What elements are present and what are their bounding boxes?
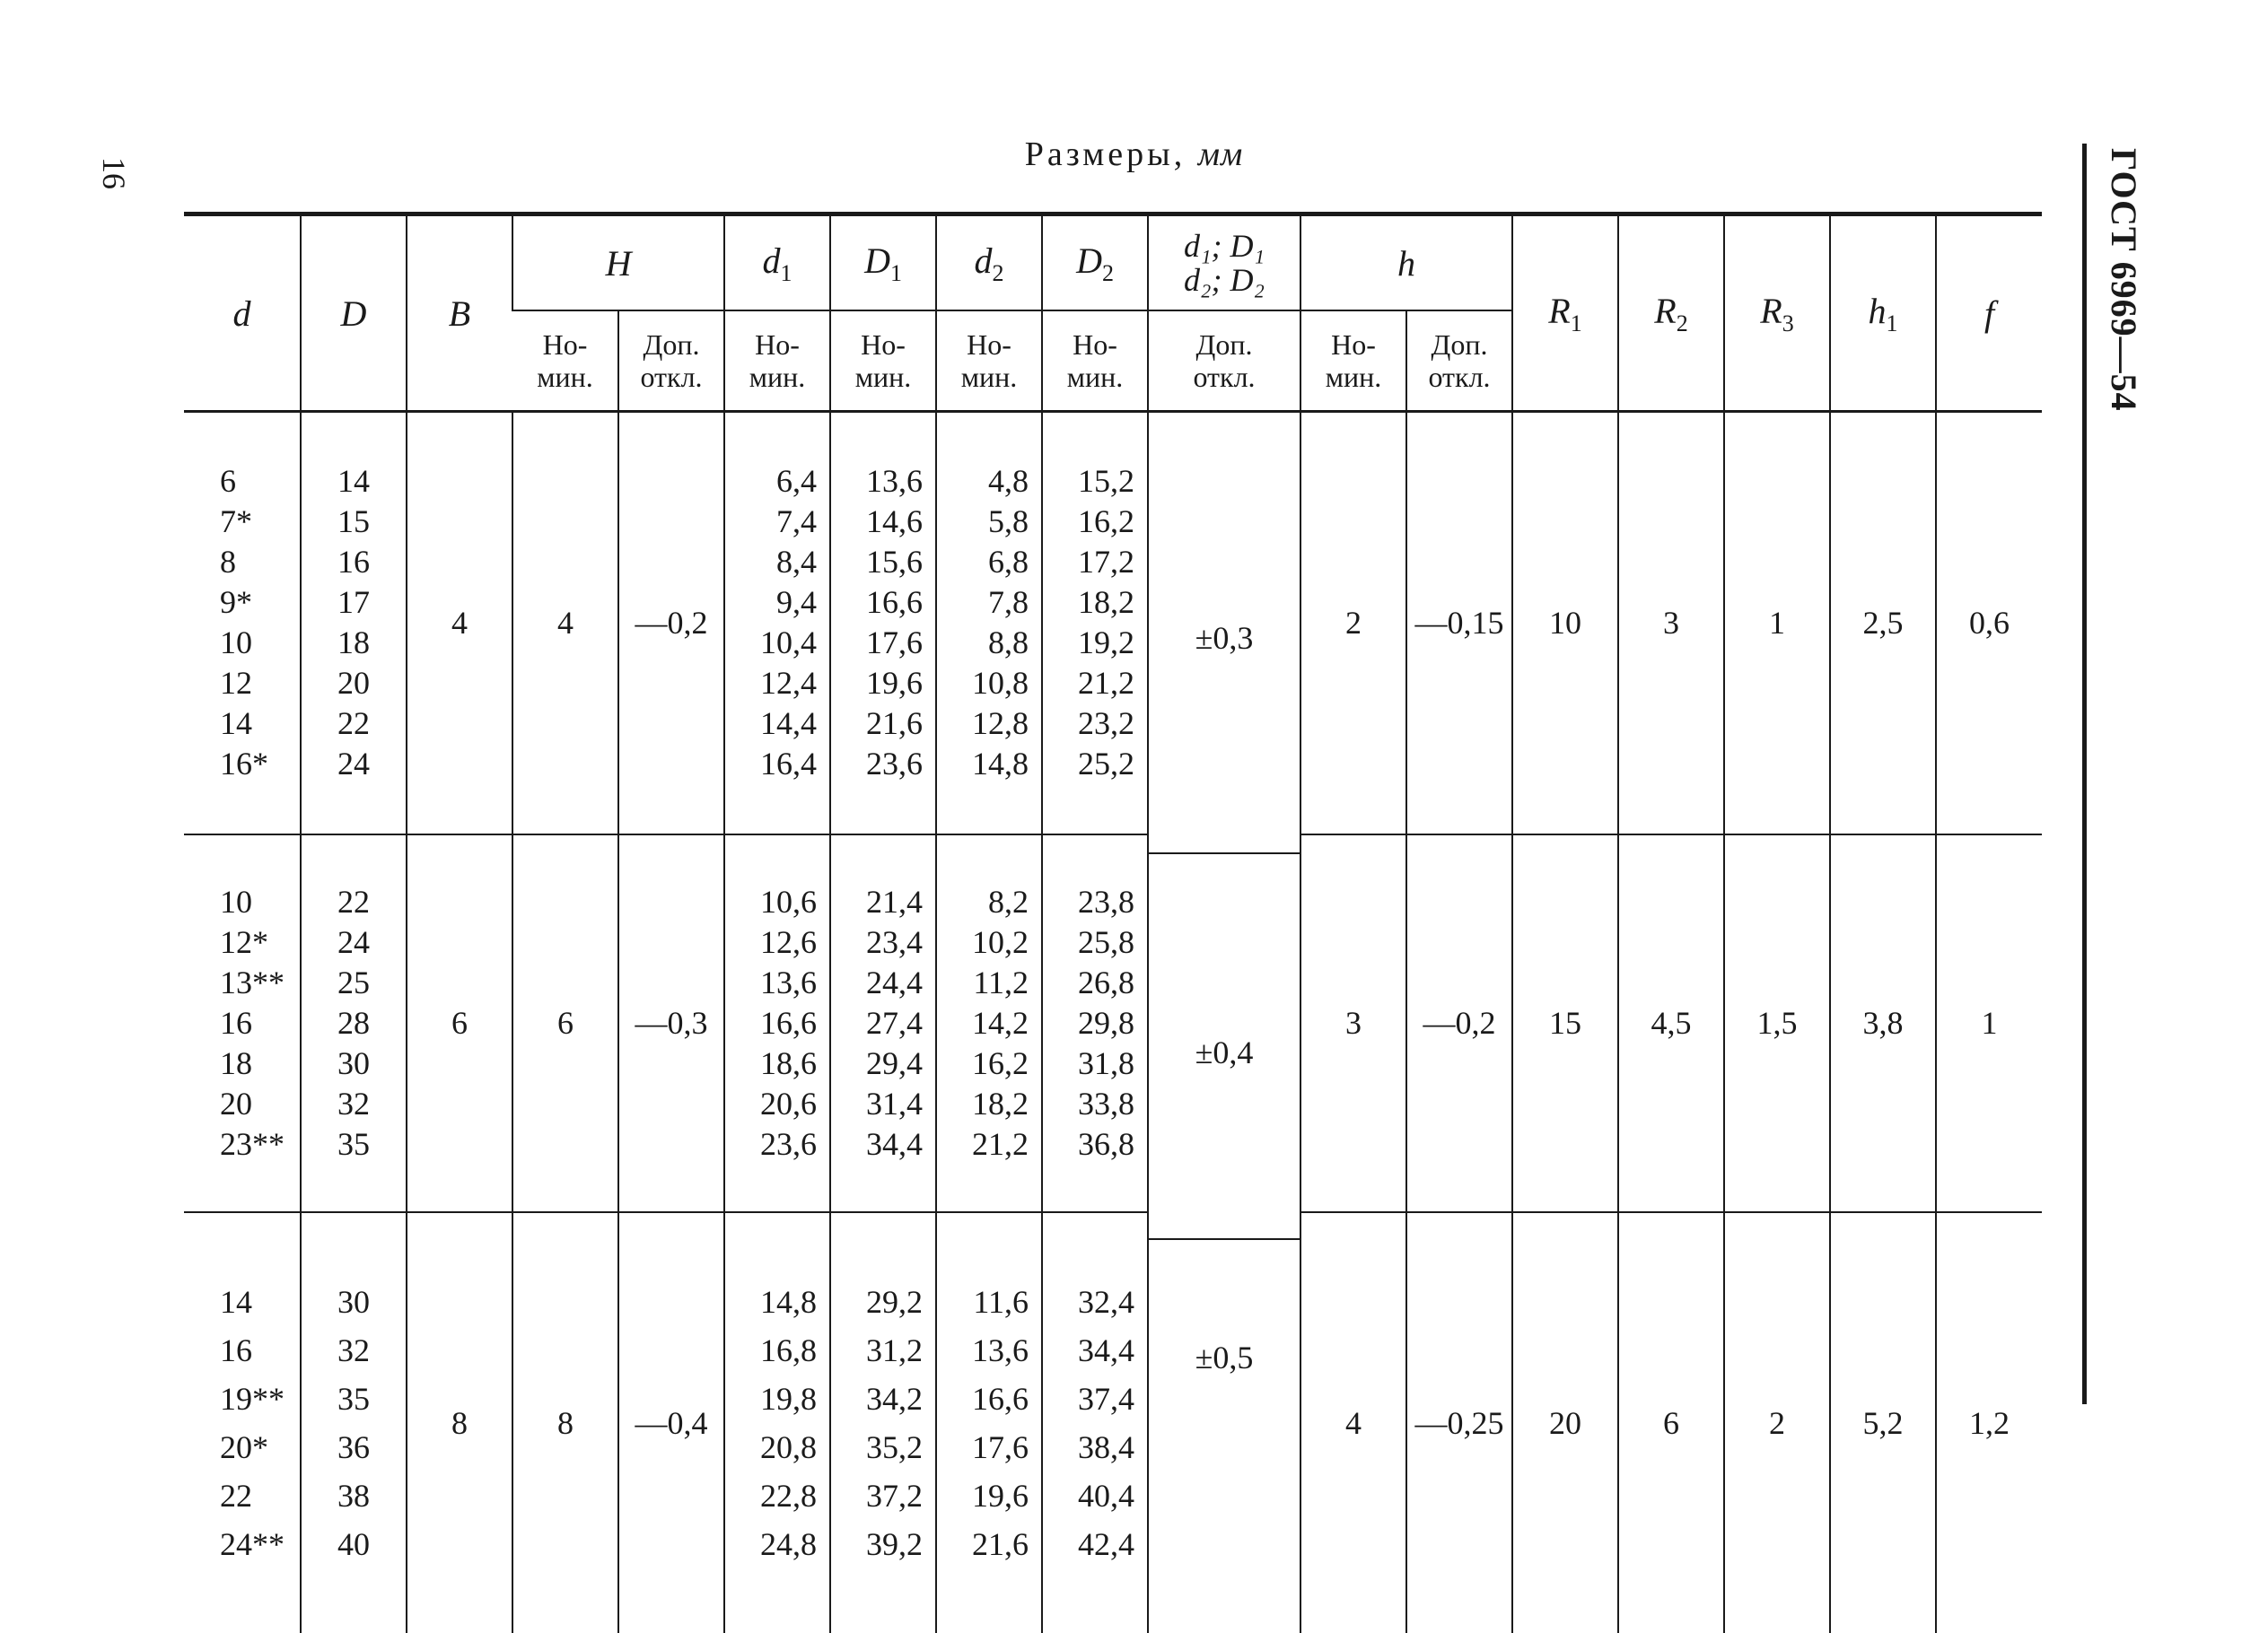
header-h-deviation: Доп. откл. — [1406, 310, 1512, 412]
value-D: 25 — [302, 963, 406, 1003]
value-d2: 21,6 — [937, 1520, 1029, 1568]
cell-h1: 2,5 — [1830, 412, 1936, 834]
value-d2: 16,6 — [937, 1375, 1029, 1423]
value-D1: 27,4 — [831, 1003, 923, 1044]
cell-R3: 1,5 — [1724, 834, 1830, 1212]
value-d1: 19,8 — [725, 1375, 817, 1423]
value-d1: 24,8 — [725, 1520, 817, 1568]
tolerance-value: ±0,4 — [1195, 1035, 1254, 1070]
value-D1: 37,2 — [831, 1471, 923, 1520]
value-D2: 19,2 — [1043, 623, 1134, 663]
cell-D1 — [830, 412, 936, 834]
tolerance-value: ±0,5 — [1195, 1340, 1254, 1375]
header-H: H — [512, 214, 724, 311]
value-d1: 8,4 — [725, 542, 817, 582]
cell-d1 — [724, 1212, 830, 1633]
value-D: 32 — [302, 1326, 406, 1375]
value-D: 32 — [302, 1084, 406, 1124]
value-D: 14 — [302, 461, 406, 502]
value-D1: 34,2 — [831, 1375, 923, 1423]
value-D2: 31,8 — [1043, 1044, 1134, 1084]
value-d2: 10,8 — [937, 663, 1029, 703]
value-D1: 24,4 — [831, 963, 923, 1003]
value-d: 12 — [220, 663, 300, 703]
caption-unit: мм — [1198, 135, 1244, 173]
value-d1: 14,4 — [725, 703, 817, 744]
value-D1: 17,6 — [831, 623, 923, 663]
value-d1: 16,8 — [725, 1326, 817, 1375]
value-D: 18 — [302, 623, 406, 663]
value-D2: 23,8 — [1043, 882, 1134, 922]
cell-d — [184, 1212, 301, 1633]
table-header — [184, 214, 2042, 412]
value-d: 10 — [220, 882, 300, 922]
value-D1: 16,6 — [831, 582, 923, 623]
value-D2: 21,2 — [1043, 663, 1134, 703]
value-d2: 19,6 — [937, 1471, 1029, 1520]
value-D1: 39,2 — [831, 1520, 923, 1568]
value-d: 16* — [220, 744, 300, 784]
value-D1: 34,4 — [831, 1124, 923, 1165]
cell-H_dev: —0,4 — [618, 1212, 724, 1633]
cell-H_nom: 8 — [512, 1212, 618, 1633]
value-D1: 15,6 — [831, 542, 923, 582]
header-d1: $d_1$ — [724, 214, 830, 311]
value-D2: 34,4 — [1043, 1326, 1134, 1375]
value-d: 7* — [220, 502, 300, 542]
header-D1: $D_1$ — [830, 214, 936, 311]
value-d2: 8,8 — [937, 623, 1029, 663]
value-D: 16 — [302, 542, 406, 582]
header-h-nominal: Но- мин. — [1300, 310, 1406, 412]
value-d2: 11,6 — [937, 1278, 1029, 1326]
cell-D1 — [830, 834, 936, 1212]
header-H-deviation: Доп. откл. — [618, 310, 724, 412]
value-d2: 10,2 — [937, 922, 1029, 963]
cell-tolerances — [1148, 412, 1300, 1633]
cell-h_dev: —0,25 — [1406, 1212, 1512, 1633]
cell-f: 1 — [1936, 834, 2042, 1212]
value-D2: 33,8 — [1043, 1084, 1134, 1124]
cell-h1: 5,2 — [1830, 1212, 1936, 1633]
value-d2: 11,2 — [937, 963, 1029, 1003]
standard-label: ГОСТ 6969—54 — [2103, 148, 2145, 412]
value-d1: 10,4 — [725, 623, 817, 663]
value-d: 9* — [220, 582, 300, 623]
value-D: 20 — [302, 663, 406, 703]
value-d2: 16,2 — [937, 1044, 1029, 1084]
cell-h_nom: 3 — [1300, 834, 1406, 1212]
value-D2: 29,8 — [1043, 1003, 1134, 1044]
value-d1: 13,6 — [725, 963, 817, 1003]
header-D1-nominal: Но- мин. — [830, 310, 936, 412]
value-d: 14 — [220, 703, 300, 744]
value-d1: 7,4 — [725, 502, 817, 542]
header-tolerance-deviation: Доп. откл. — [1148, 310, 1300, 412]
value-D: 22 — [302, 703, 406, 744]
value-d1: 23,6 — [725, 1124, 817, 1165]
tolerance-band — [1149, 1238, 1300, 1633]
value-D1: 13,6 — [831, 461, 923, 502]
cell-H_nom: 4 — [512, 412, 618, 834]
cell-D2 — [1042, 834, 1148, 1212]
value-d1: 18,6 — [725, 1044, 817, 1084]
value-D1: 29,2 — [831, 1278, 923, 1326]
value-D: 28 — [302, 1003, 406, 1044]
value-D1: 21,6 — [831, 703, 923, 744]
header-tolerance-diameters: d₁; D₁ d₂; D₂ — [1148, 214, 1300, 311]
cell-d1 — [724, 834, 830, 1212]
cell-d — [184, 834, 301, 1212]
value-d: 23** — [220, 1124, 300, 1165]
value-d1: 12,6 — [725, 922, 817, 963]
tolerance-value: ±0,3 — [1195, 620, 1254, 656]
cell-R1: 15 — [1512, 834, 1618, 1212]
table-row — [184, 1212, 2042, 1633]
value-D2: 37,4 — [1043, 1375, 1134, 1423]
value-D2: 25,8 — [1043, 922, 1134, 963]
value-d1: 16,4 — [725, 744, 817, 784]
value-d1: 6,4 — [725, 461, 817, 502]
dimensions-table-wrap — [184, 212, 2042, 1633]
value-d1: 9,4 — [725, 582, 817, 623]
cell-H_nom: 6 — [512, 834, 618, 1212]
value-d2: 7,8 — [937, 582, 1029, 623]
header-H-nominal: Но- мин. — [512, 310, 618, 412]
header-f: f — [1936, 214, 2042, 412]
value-d1: 12,4 — [725, 663, 817, 703]
tolerance-band — [1149, 413, 1300, 852]
value-D1: 23,4 — [831, 922, 923, 963]
value-D2: 26,8 — [1043, 963, 1134, 1003]
value-d2: 14,8 — [937, 744, 1029, 784]
table-body — [184, 412, 2042, 1633]
value-D: 22 — [302, 882, 406, 922]
value-d: 6 — [220, 461, 300, 502]
cell-D1 — [830, 1212, 936, 1633]
side-rule — [2082, 144, 2087, 1404]
value-D: 35 — [302, 1124, 406, 1165]
value-D1: 29,4 — [831, 1044, 923, 1084]
cell-d — [184, 412, 301, 834]
cell-H_dev: —0,3 — [618, 834, 724, 1212]
cell-d2 — [936, 412, 1042, 834]
value-D2: 17,2 — [1043, 542, 1134, 582]
value-d1: 10,6 — [725, 882, 817, 922]
value-D: 30 — [302, 1278, 406, 1326]
table-row — [184, 412, 2042, 834]
header-d: d — [184, 214, 301, 412]
tolerance-band — [1149, 852, 1300, 1238]
value-d1: 20,8 — [725, 1423, 817, 1471]
cell-d1 — [724, 412, 830, 834]
value-D2: 25,2 — [1043, 744, 1134, 784]
value-d2: 13,6 — [937, 1326, 1029, 1375]
cell-h_dev: —0,15 — [1406, 412, 1512, 834]
value-D: 15 — [302, 502, 406, 542]
value-D1: 31,4 — [831, 1084, 923, 1124]
value-d: 13** — [220, 963, 300, 1003]
value-D2: 18,2 — [1043, 582, 1134, 623]
value-D: 35 — [302, 1375, 406, 1423]
value-d: 22 — [220, 1471, 300, 1520]
cell-B: 6 — [407, 834, 512, 1212]
value-d: 16 — [220, 1003, 300, 1044]
cell-d2 — [936, 1212, 1042, 1633]
header-D2-nominal: Но- мин. — [1042, 310, 1148, 412]
value-D1: 23,6 — [831, 744, 923, 784]
value-D1: 31,2 — [831, 1326, 923, 1375]
value-d2: 17,6 — [937, 1423, 1029, 1471]
cell-h1: 3,8 — [1830, 834, 1936, 1212]
cell-D — [301, 1212, 407, 1633]
value-D1: 35,2 — [831, 1423, 923, 1471]
header-R1: $R_1$ — [1512, 214, 1618, 412]
value-D1: 19,6 — [831, 663, 923, 703]
cell-B: 8 — [407, 1212, 512, 1633]
cell-f: 0,6 — [1936, 412, 2042, 834]
value-D: 36 — [302, 1423, 406, 1471]
cell-R3: 1 — [1724, 412, 1830, 834]
value-d: 16 — [220, 1326, 300, 1375]
value-d: 20 — [220, 1084, 300, 1124]
header-h1: $h_1$ — [1830, 214, 1936, 412]
cell-h_nom: 2 — [1300, 412, 1406, 834]
value-d2: 18,2 — [937, 1084, 1029, 1124]
value-d1: 14,8 — [725, 1278, 817, 1326]
header-D2: $D_2$ — [1042, 214, 1148, 311]
cell-D2 — [1042, 1212, 1148, 1633]
value-d: 24** — [220, 1520, 300, 1568]
value-d1: 16,6 — [725, 1003, 817, 1044]
cell-R2: 3 — [1618, 412, 1724, 834]
value-D2: 42,4 — [1043, 1520, 1134, 1568]
header-R2: $R_2$ — [1618, 214, 1724, 412]
table-row — [184, 834, 2042, 1212]
cell-f: 1,2 — [1936, 1212, 2042, 1633]
value-d2: 4,8 — [937, 461, 1029, 502]
cell-B: 4 — [407, 412, 512, 834]
header-D: D — [301, 214, 407, 412]
header-d2-nominal: Но- мин. — [936, 310, 1042, 412]
caption-text: Размеры, — [1025, 135, 1186, 173]
cell-D — [301, 412, 407, 834]
value-d1: 20,6 — [725, 1084, 817, 1124]
value-D: 17 — [302, 582, 406, 623]
value-D2: 15,2 — [1043, 461, 1134, 502]
value-d: 12* — [220, 922, 300, 963]
cell-h_dev: —0,2 — [1406, 834, 1512, 1212]
value-D2: 40,4 — [1043, 1471, 1134, 1520]
value-D: 24 — [302, 744, 406, 784]
dimensions-table — [184, 212, 2042, 1633]
value-D2: 38,4 — [1043, 1423, 1134, 1471]
value-d: 19** — [220, 1375, 300, 1423]
cell-D — [301, 834, 407, 1212]
cell-H_dev: —0,2 — [618, 412, 724, 834]
value-d2: 14,2 — [937, 1003, 1029, 1044]
cell-R1: 10 — [1512, 412, 1618, 834]
value-d2: 5,8 — [937, 502, 1029, 542]
table-caption — [0, 135, 2268, 174]
page-number: 16 — [95, 157, 133, 189]
value-D: 38 — [302, 1471, 406, 1520]
value-D1: 14,6 — [831, 502, 923, 542]
value-d2: 8,2 — [937, 882, 1029, 922]
value-d1: 22,8 — [725, 1471, 817, 1520]
value-d2: 6,8 — [937, 542, 1029, 582]
value-d: 10 — [220, 623, 300, 663]
header-d1-nominal: Но- мин. — [724, 310, 830, 412]
value-D2: 36,8 — [1043, 1124, 1134, 1165]
value-d: 20* — [220, 1423, 300, 1471]
value-D: 24 — [302, 922, 406, 963]
value-d2: 21,2 — [937, 1124, 1029, 1165]
cell-R3: 2 — [1724, 1212, 1830, 1633]
header-B: B — [407, 214, 512, 412]
value-d: 8 — [220, 542, 300, 582]
value-D: 30 — [302, 1044, 406, 1084]
value-D2: 23,2 — [1043, 703, 1134, 744]
cell-R2: 6 — [1618, 1212, 1724, 1633]
value-D: 40 — [302, 1520, 406, 1568]
cell-R2: 4,5 — [1618, 834, 1724, 1212]
value-D2: 32,4 — [1043, 1278, 1134, 1326]
cell-D2 — [1042, 412, 1148, 834]
header-h: h — [1300, 214, 1512, 311]
cell-h_nom: 4 — [1300, 1212, 1406, 1633]
cell-R1: 20 — [1512, 1212, 1618, 1633]
header-R3: $R_3$ — [1724, 214, 1830, 412]
cell-d2 — [936, 834, 1042, 1212]
header-d2: $d_2$ — [936, 214, 1042, 311]
value-d: 14 — [220, 1278, 300, 1326]
value-d2: 12,8 — [937, 703, 1029, 744]
value-D2: 16,2 — [1043, 502, 1134, 542]
value-D1: 21,4 — [831, 882, 923, 922]
value-d: 18 — [220, 1044, 300, 1084]
